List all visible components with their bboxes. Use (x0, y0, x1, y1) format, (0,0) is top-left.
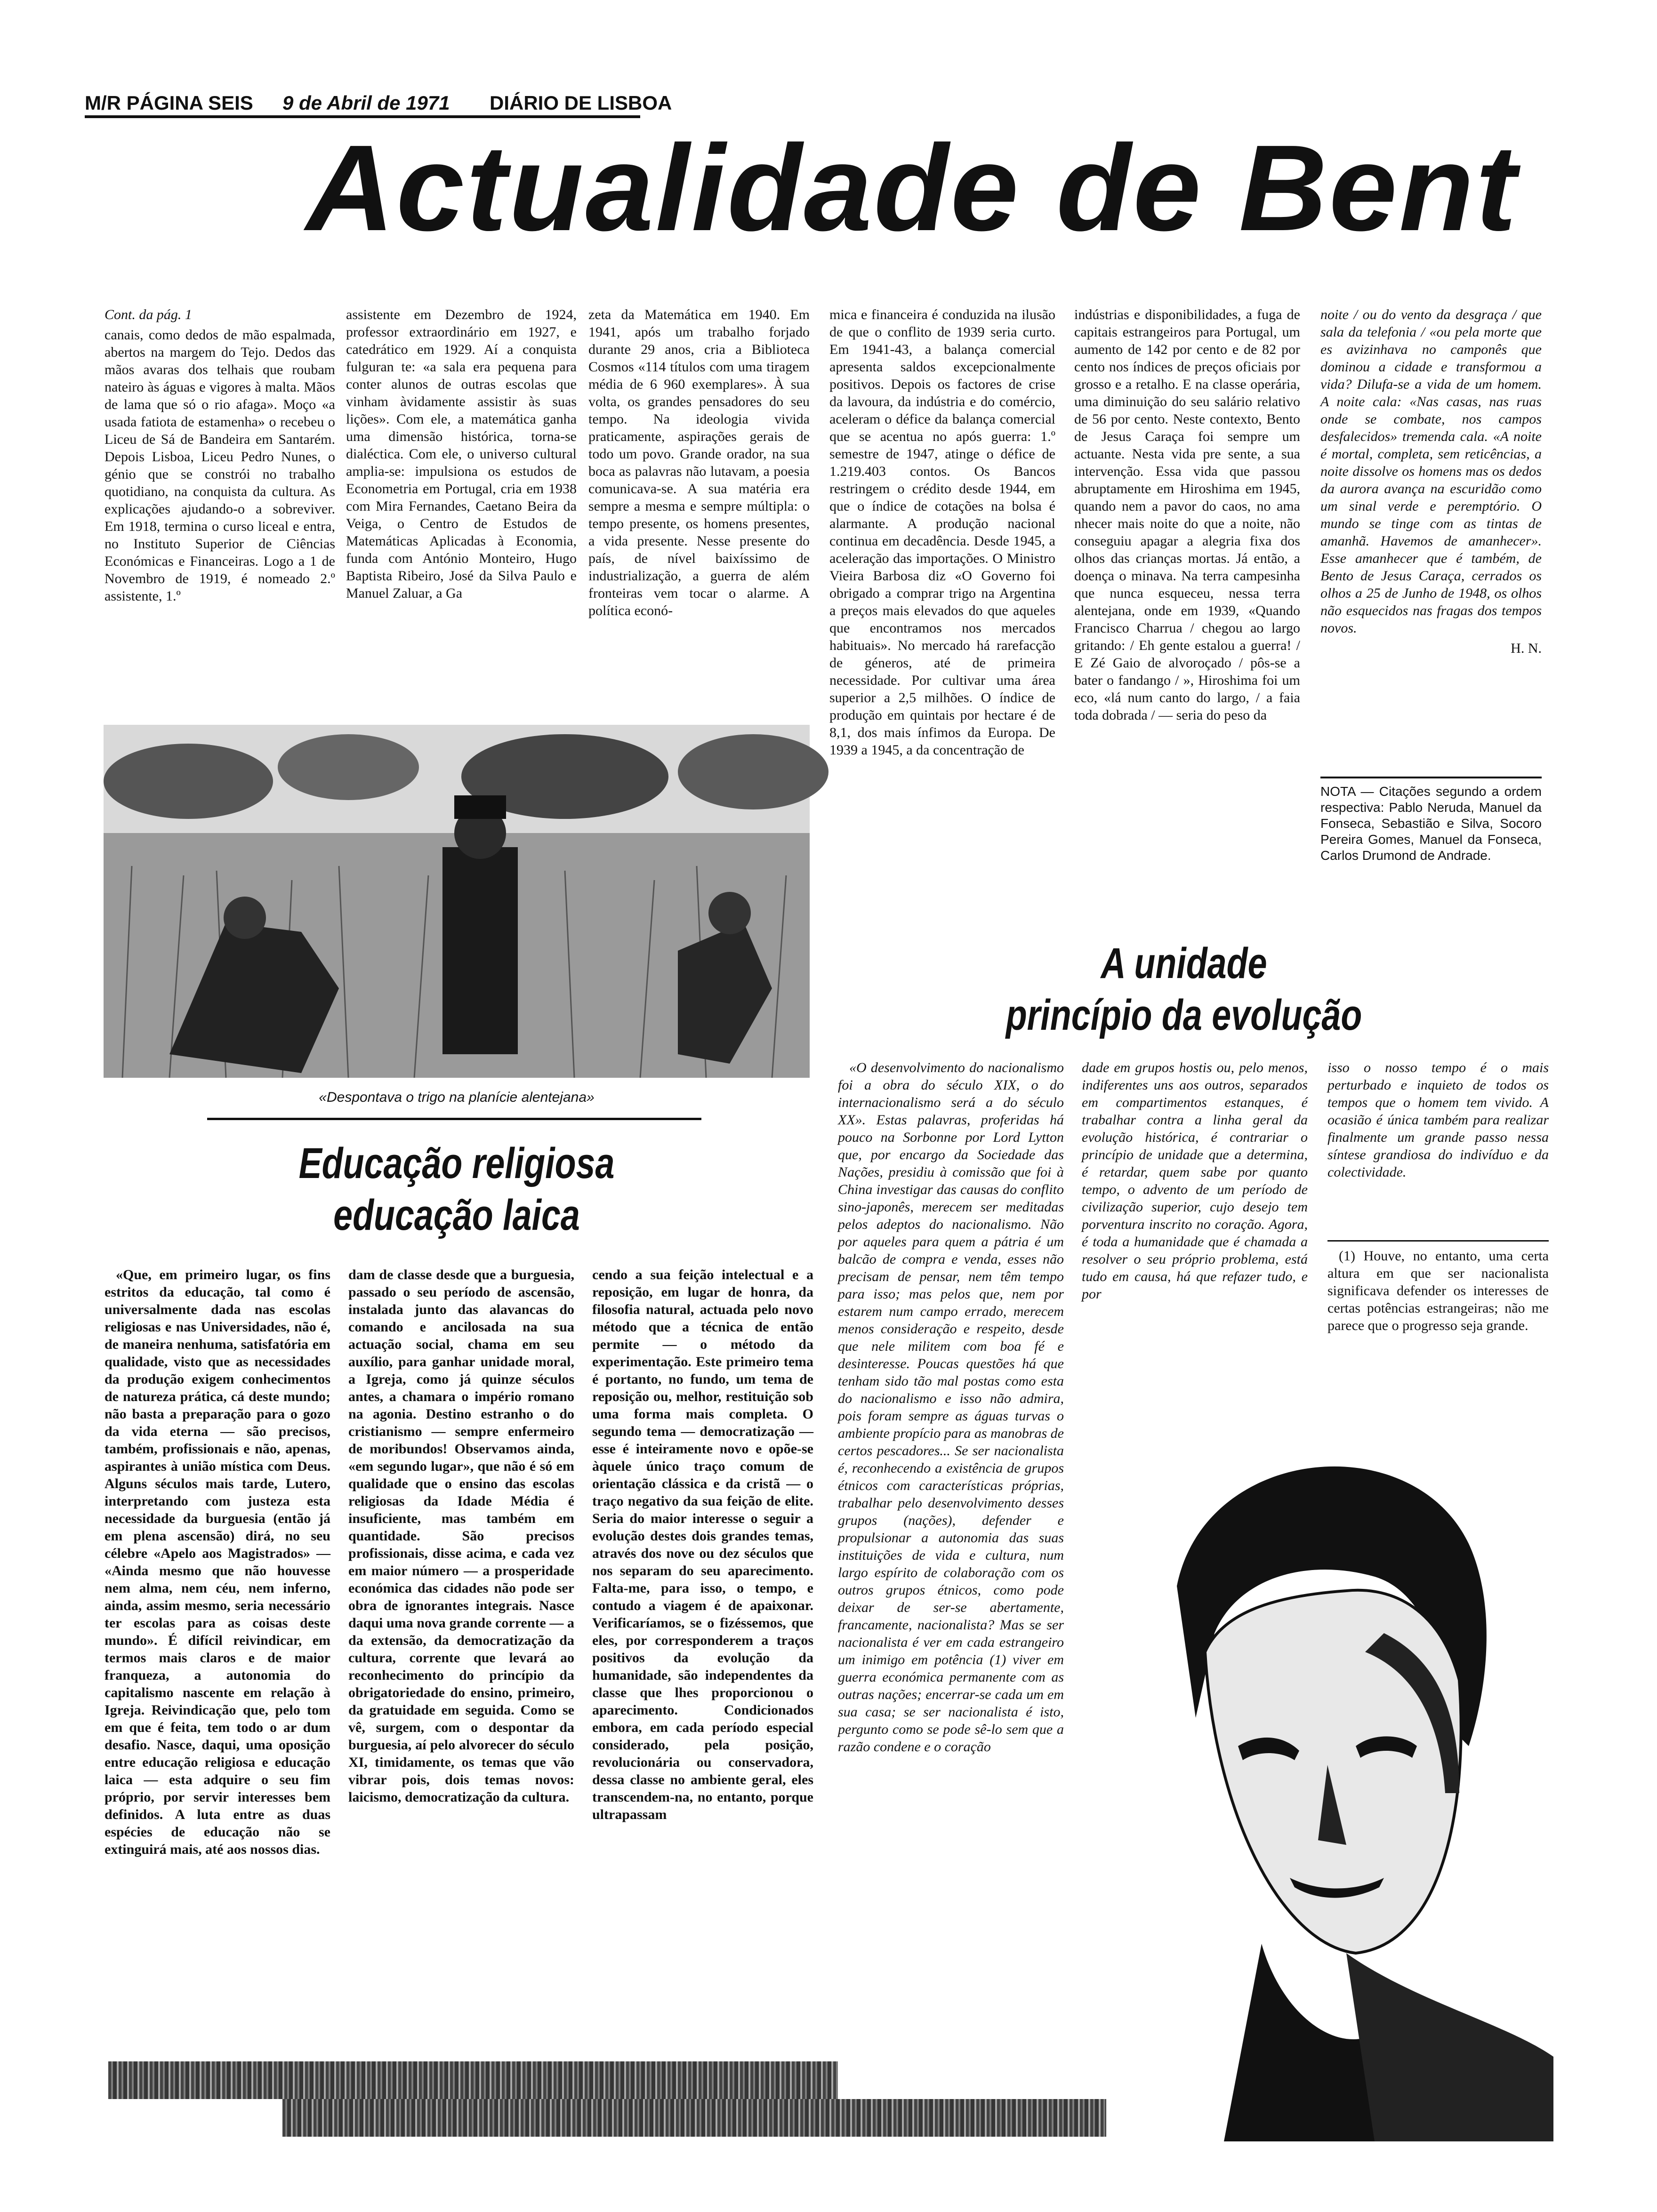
article1-column-2 (346, 306, 577, 715)
article3-column-3 (1327, 1059, 1549, 1228)
article3-title-line1: A unidade (1101, 939, 1267, 987)
article1-text-5: indústrias e disponibilidades, a fuga de capitais estrangeiros para Portugal, um aumento de 142 por cento e de 82 por cento nos índices de preços oficiais por grosso e a retalho. E na classe operária, uma diminuição do seu salário relativo de 56 por cento. Neste contexto, Bento de Jesus Caraça foi sempre um actuante. Nesta vida pre sente, a sua intervenção. Essa vida que passou abruptamente em Hiroshima em 1945, quando nem a pavor do caos, no ama nhecer mais noite do que a noite, não conseguiu apagar a alegria fixa dos olhos das crianças mortas. Já então, a doença o minava. Na terra campesinha que nunca esqueceu, nessa terra alentejana, onde em 1939, «Quando Francisco Charrua / chegou ao largo gritando: / Eh gente estalou a guerra! / E Zé Gaio de alvoroçado / pôs-se a bater o fandango / », Hiroshima foi um eco, «lá num canto do largo, / a faia toda dobrada / — seria do peso da (1074, 307, 1300, 723)
masthead-rule (85, 115, 640, 118)
article1-column-5 (1074, 306, 1300, 913)
article3-text-1: «O desenvolvimento do nacionalismo foi a obra do século XIX, o do internacionalismo será a do século XX». Estas palavras, proferidas há pouco na Sorbonne por Lord Lytton que, por encargo da Sociedade das Nações, presidiu à comissão que foi à China investigar das causas do conflito sino-japonês, merecem ser meditadas pelos adeptos do nacionalismo. Não por aqueles para quem a pátria é um balcão de compra e venda, esses não precisam de pensar, nem têm tempo para isso; mas pelos que, nem por estarem num campo errado, merecem menos consideração e respeito, desde que nele militem com boa fé e desinteresse. Poucas questões há que tenham sido tão mal postas como esta do nacionalismo e isso não admira, pois foram sempre as águas turvas o ambiente propício para as manobras de certos pescadores... Se ser nacionalista é, reconhecendo a existência de grupos étnicos com características próprias, trabalhar pelo desenvolvimento desses grupos (nações), defender e propulsionar a autonomia das suas instituições de vida e cultura, num largo espírito de colaboração com os outros grupos étnicos, como pode deixar de ser-se abertamente, francamente, nacionalista? Mas se ser nacionalista é ver em cada estrangeiro um inimigo em potência (1) viver em guerra económica permanente com as outras nações; encerrar-se cada um em sua casa; se ser nacionalista é isto, pergunto como se pode sê-lo sem que a razão condene e o coração (838, 1060, 1064, 1755)
page-section: M/R PÁGINA SEIS (85, 92, 253, 114)
continuation-note: Cont. da pág. 1 (105, 307, 192, 322)
wheat-field-photo (104, 725, 810, 1078)
article2-column-1 (105, 1266, 330, 2118)
article1-text-4: mica e financeira é conduzida na ilusão de que o conflito de 1939 seria curto. Em 1941-43, a balança comercial apresenta saldos excepcionalmente positivos. Depois os factores de crise da lavoura, da indústria e do comércio, aceleram o défice da balança comercial que se acentua no após guerra: 1.º semestre de 1947, atinge o défice de 1.219.403 contos. Os Bancos restringem o crédito desde 1944, em que o índice de cotações na bolsa é alarmante. A produção nacional continua em decadência. Desde 1945, a aceleração das importações. O Ministro Vieira Barbosa diz «O Governo foi obrigado a comprar trigo na Argentina a preços mais elevados do que aqueles que encontramos nos mercados habituais». No mercado há rarefacção de géneros, até de primeira necessidade. Por cultivar uma área superior a 2,5 milhões. O índice de produção em quintais por hectare é de 8,1, dos mais ínfimos da Europa. De 1939 a 1945, a da concentração de (829, 307, 1055, 758)
article3-text-2: dade em grupos hostis ou, pelo menos, indiferentes uns aos outros, separados em compartimentos estanques, é trabalhar contra a linha geral da evolução histórica, é contrariar o princípio de unidade que a determina, é retardar, quem sabe por quanto tempo, o advento de um período de civilização superior, cujo desejo tem porventura inscrito no coração. Agora, é toda a humanidade que é chamada a resolver o seu próprio problema, está tudo em causa, há que refazer tudo, e por (1082, 1060, 1308, 1302)
article2-title-line2: educação laica (333, 1191, 580, 1239)
article2-text-1: «Que, em primeiro lugar, os fins estritos da educação, tal como é universalmente dada nas escolas religiosas e nas Universidades, não é, de maneira nenhuma, satisfatória em qualidade, visto que as necessidades da produção exigem conhecimentos de natureza prática, cá deste mundo; não basta a preparação para o gozo da vida eterna — são precisos, também, profissionais e não, apenas, aspirantes à união mística com Deus. Alguns séculos mais tarde, Lutero, interpretando com justeza esta necessidade da burguesia (então já em plena ascensão) dirá, no seu célebre «Apelo aos Magistrados» — «Ainda mesmo que não houvesse nem alma, nem céu, nem inferno, ainda, assim mesmo, seria necessário ter escolas para as coisas deste mundo». É difícil reivindicar, em termos mais claros e de maior franqueza, a autonomia do capitalismo nascente em relação à Igreja. Reivindicação que, pelo tom em que é feita, tem todo o ar dum desafio. Nasce, daqui, uma oposição entre educação religiosa e educação laica — esta adquire o seu fim próprio, por servir interesses bem definidos. A luta entre as duas espécies de educação não se extinguirá mais, até aos nossos dias. (105, 1267, 330, 1857)
citation-note: NOTA — Citações segundo a ordem respectiva: Pablo Neruda, Manuel da Fonseca, Sebastião e Silva, Socoro Pereira Gomes, Manuel da Fonseca, Carlos Drumond de Andrade. (1320, 784, 1542, 863)
photo-caption: «Despontava o trigo na planície alentejana» (319, 1090, 595, 1105)
article1-column-4 (829, 306, 1055, 913)
article1-text-2: assistente em Dezembro de 1924, professor extraordinário em 1927, e catedrático em 1929. Aí a conquista fulguran te: «a sala era pequena para conter alunos de outras escolas que vinham àvidamente assistir às suas lições». Com ele, a matemática ganha uma dimensão histórica, torna-se dialéctica. Com ele, o universo cultural amplia-se: impulsiona os estudos de Econometria em Portugal, cria em 1938 com Mira Fernandes, Caetano Beira da Veiga, o Centro de Estudos de Matemáticas Aplicadas à Economia, funda com António Monteiro, Hugo Baptista Ribeiro, José da Silva Paulo e Manuel Zaluar, a Ga (346, 307, 577, 601)
wheat-field-image (104, 725, 810, 1078)
note-rule (1320, 777, 1542, 778)
print-damage-lower (282, 2099, 1106, 2137)
article1-column-3 (588, 306, 810, 715)
footnote-rule (1327, 1240, 1549, 1242)
article1-text-3: zeta da Matemática em 1940. Em 1941, após um trabalho forjado durante 29 anos, cria a Biblioteca Cosmos «114 títulos com uma tiragem média de 6 960 exemplares». À sua volta, os grandes pensadores do seu tempo. Na ideologia vivida praticamente, aspirações gerais de todo um povo. Grande orador, na sua boca as palavras não lutavam, a poesia comunicava-se. A sua matéria era sempre a mesma e sempre múltipla: o tempo presente, os homens presentes, a vida presente. Nesse presente do país, de nível baixíssimo de industrialização, a guerra de além fronteiras vem tocar o alarme. A política econó- (588, 307, 810, 618)
article1-column-6 (1320, 306, 1542, 767)
article2-title-line1: Educação religiosa (298, 1139, 615, 1187)
article1-text-6: noite / ou do vento da desgraça / que sala da telefonia / «ou pela morte que es avizinhava no camponês que dominou a cidade e transformou a vida? Dilufa-se a vida de um homem. A noite cala: «Nas casas, nas ruas onde se combate, nos campos desfalecidos» tremenda cala. «A noite é mortal, completa, sem reticências, a noite dissolve os homens mas os dedos da aurora avança na escuridão como um sinal verde e peremptório. O mundo se tinge com as tintas de amanhã. Havemos de amanhecer». Esse amanhecer que é também, de Bento de Jesus Caraça, cerrados os olhos a 25 de Junho de 1948, os olhos não esquecidos nas fragas dos tempos novos. (1320, 307, 1542, 636)
article2-text-3: cendo a sua feição intelectual e a reposição, em lugar de honra, da filosofia natural, actuada pelo novo método que a técnica de então permite — o método da experimentação. Este primeiro tema é portanto, no fundo, um tema de reposição ou, melhor, restituição sob uma forma mais completa. O segundo tema — democratização — esse é inteiramente novo e opõe-se àquele único traço comum de orientação clássica e da cristã — o traço negativo da sua feição de elite. Seria do maior interesse o seguir a evolução destes dois grandes temas, através dos nove ou dez séculos que nos separam do seu aparecimento. Falta-me, para isso, o tempo, e contudo a viagem é de apaixonar. Verificaríamos, se o fizéssemos, que eles, por corresponderem a traços positivos da evolução da humanidade, são independentes da classe que lhes proporcionou o aparecimento. Condicionados embora, em cada período especial considerado, pela posição, revolucionária ou conservadora, dessa classe no ambiente geral, eles transcendem-na, no entanto, porque ultrapassam (592, 1267, 813, 1822)
article1-column-1 (105, 306, 335, 715)
portrait-image (1083, 1388, 1553, 2141)
portrait-photo (1083, 1388, 1553, 2141)
article2-column-2 (348, 1266, 574, 2118)
article1-note (1320, 784, 1542, 911)
article3-column-2 (1082, 1059, 1308, 1302)
article3-footnote (1327, 1247, 1549, 1365)
print-damage (108, 2061, 838, 2099)
article3-title-line2: princípio da evolução (1005, 991, 1362, 1039)
footnote-text: (1) Houve, no entanto, uma certa altura em que ser nacionalista significava defender os interesses de certas potências estrangeiras; não me parece que o progresso seja grande. (1327, 1248, 1549, 1333)
article2-column-3 (592, 1266, 813, 2118)
newspaper-name: DIÁRIO DE LISBOA (490, 92, 672, 114)
author-signature: H. N. (1511, 641, 1542, 656)
article3-text-3: isso o nosso tempo é o mais perturbado e inquieto de todos os tempos que o homem tem vivido. A ocasião é única também para realizar finalmente um grande passo nessa síntese grandiosa do indivíduo e da colectividade. (1327, 1060, 1549, 1180)
caption-rule (207, 1118, 701, 1120)
article3-column-1 (838, 1059, 1064, 2132)
article2-text-2: dam de classe desde que a burguesia, passado o seu período de ascensão, instalada junto das alavancas do comando e ancilosada na sua actuação social, chama em seu auxílio, para ganhar unidade moral, a Igreja, como já quinze séculos antes, a chamara o império romano na agonia. Destino estranho o do cristianismo — sempre enfermeiro de moribundos! Observamos ainda, «em segundo lugar», que não é só em qualidade que o ensino das escolas religiosas da Idade Média é insuficiente, mas também em quantidade. São precisos profissionais, disse acima, e cada vez em maior número — a prosperidade económica das cidades não pode ser obra de ignorantes integrais. Nasce daqui uma nova grande corrente — a da extensão, da democratização da cultura, corrente que levará ao reconhecimento do princípio da obrigatoriedade do ensino, primeiro, da gratuidade em seguida. Como se vê, surgem, com o despontar da burguesia, aí pelo alvorecer do século XI, timidamente, os temas que vão vibrar pois, dois temas novos: laicismo, democratização da cultura. (348, 1267, 574, 1805)
main-headline: Actualidade de Bent (306, 120, 1519, 256)
page-date: 9 de Abril de 1971 (282, 92, 450, 114)
article1-text-1: canais, como dedos de mão espalmada, abertos na margem do Tejo. Dedos das mãos avaras dos telhais que roubam nateiro às águas e vigores à malta. Mãos de lama que só o rio afaga». Moço «a usada fatiota de estamenha» o recebeu o Liceu de Sá de Bandeira em Santarém. Depois Lisboa, Liceu Pedro Nunes, o génio que se constrói no trabalho quotidiano, na conquista da cultura. As explicações ajudando-o a sobreviver. Em 1918, termina o curso liceal e entra, no Instituto Superior de Ciências Económicas e Financeiras. Logo a 1 de Novembro de 1919, é nomeado 2.º assistente, 1.º (105, 327, 335, 604)
